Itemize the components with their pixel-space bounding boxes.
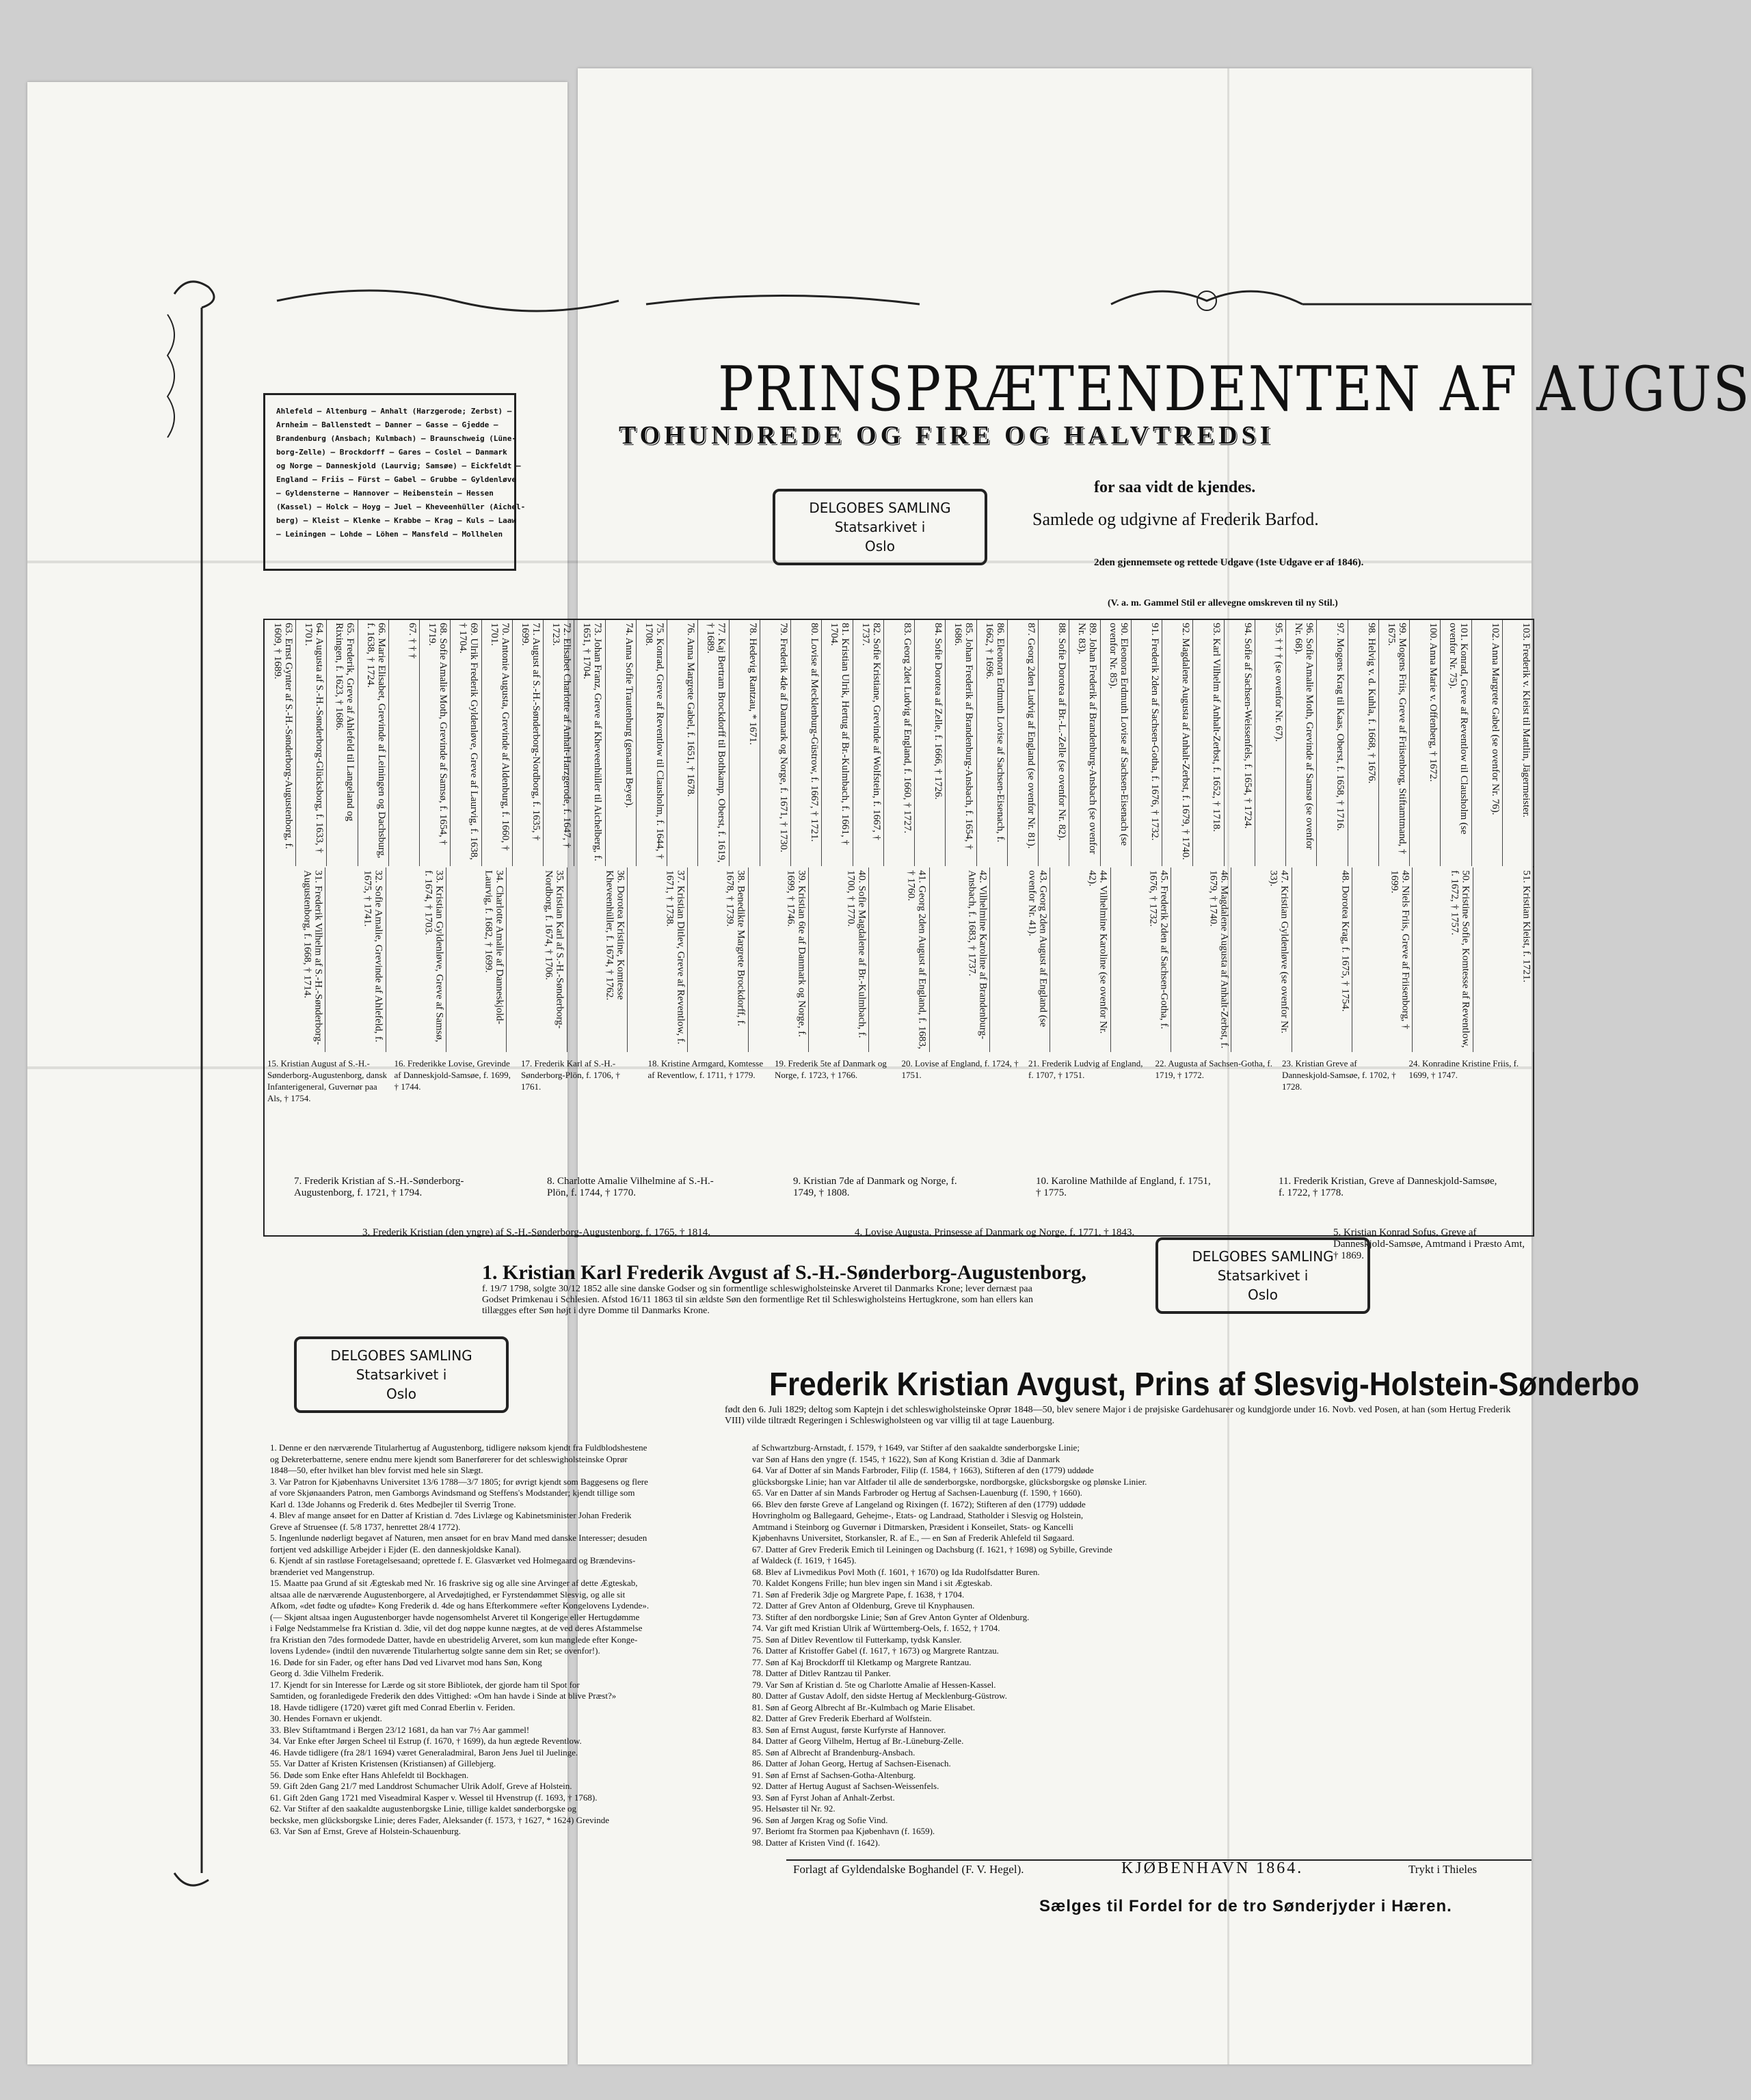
ancestor-text: 44. Vilhelmine Karoline (se ovenfor Nr. 42).	[1086, 870, 1109, 1034]
legend-line: (Kassel) — Holck — Hoyg — Juel — Kheveenhüller (Aichel-	[276, 502, 526, 511]
ancestor-entry	[1050, 867, 1110, 1052]
notes-middle-column	[752, 1442, 1238, 1848]
note-line: 75. Søn af Ditlev Reventlow til Futterkamp, tydsk Kansler.	[752, 1634, 962, 1645]
stamp-line: Oslo	[1248, 1287, 1278, 1303]
ancestor-entry	[567, 867, 628, 1052]
note-line: lovens Lydende» (indtil den nuværende Titularhertug solgte sanne dem sin Ret; se ovenfor!).	[270, 1645, 600, 1656]
ancestor-text: 37. Kristian Ditlev, Greve af Reventlow, f. 1671, † 1738.	[664, 870, 686, 1045]
note-line: 77. Søn af Kaj Brockdorff til Kletkamp og Margrete Rantzau.	[752, 1656, 972, 1667]
ancestor-entry	[326, 620, 358, 866]
page-subtitle: TOHUNDREDE OG FIRE OG HALVTREDSI	[619, 421, 1274, 450]
ancestor-text: 94. Sofie af Sachsen-Weissenfels, f. 1654, † 1724.	[1242, 623, 1253, 829]
generation1-entry: 5. Kristian Konrad Sofus, Greve af Danneskjold-Samsøe, Amtmand i Præsto Amt, † 1869.	[1333, 1227, 1525, 1261]
ancestor-entry	[574, 620, 605, 866]
ancestor-entry	[1316, 620, 1348, 866]
generation2-entry: 9. Kristian 7de af Danmark og Norge, f. 1749, † 1808.	[793, 1176, 957, 1198]
generation3-text: Kristine Armgard, Komtesse af Reventlow, f. 1711, † 1779.	[647, 1058, 764, 1080]
generation2-entry: 7. Frederik Kristian af S.-H.-Sønderborg-Augustenborg, f. 1721, † 1794.	[294, 1176, 464, 1198]
generation3-number: 16.	[394, 1058, 405, 1068]
note-line: 46. Havde tidligere (fra 28/1 1694) været Generaladmiral, Baron Jens Juel til Juelinge.	[270, 1747, 578, 1758]
ancestor-entry	[1378, 620, 1410, 866]
ancestor-text: 69. Ulrik Frederik Gyldenløve, Greve af Laurvig, f. 1638, † 1704.	[457, 623, 480, 860]
ancestor-entry	[1409, 620, 1441, 866]
generation3-number: 24.	[1408, 1058, 1420, 1068]
ancestor-text: 100. Anna Marie v. Offenberg, † 1672.	[1428, 623, 1439, 782]
note-line: 59. Gift 2den Gang 21/7 med Landdrost Schumacher Ulrik Adolf, Greve af Holstein.	[270, 1781, 572, 1791]
note-line: 34. Var Enke efter Jørgen Scheel til Estrup (f. 1670, † 1699), da hun ægtede Reventlow.	[270, 1736, 582, 1746]
ancestor-text: 48. Dorotea Krag, f. 1675, † 1754.	[1339, 870, 1350, 1012]
generation3-text: Frederik 5te af Danmark og Norge, f. 1723, † 1766.	[775, 1058, 887, 1080]
ancestor-entry	[446, 867, 507, 1052]
legend-box	[263, 393, 526, 571]
ancestor-entry	[760, 620, 791, 866]
note-line: af Schwartzburg-Arnstadt, f. 1579, † 1649, var Stifter af den saakaldte sønderborgske Linie;	[752, 1442, 1080, 1453]
note-line: 5. Ingenlunde nøderligt begavet af Naturen, men ansøet for en brav Mand med danske Interesser; desuden	[270, 1533, 647, 1543]
note-line: fra Kristian den 7des formodede Datter, havde en ubestridelig Arveret, som kun manglede efter Konge-	[270, 1634, 638, 1645]
publisher-line: Forlagt af Gyldendalske Boghandel (F. V. Hegel).	[793, 1863, 1024, 1876]
note-line: Karl d. 13de Johanns og Frederik d. 6tes Medbejler til Sverrig Trone.	[270, 1498, 516, 1509]
ancestor-entry	[1110, 867, 1171, 1052]
ancestor-entry	[808, 867, 869, 1052]
ancestor-entry	[667, 620, 698, 866]
ancestor-text: 82. Sofie Kristiane, Grevinde af Wolfstein, f. 1667, † 1737.	[859, 623, 882, 841]
generation3-entry	[775, 1058, 895, 1081]
ancestor-entry	[1285, 620, 1317, 866]
ancestor-entry	[419, 620, 451, 866]
ancestor-entry	[1038, 620, 1069, 866]
ancestor-text: 50. Kristine Sofie, Komtesse af Reventlow, f. 1672, † 1757.	[1449, 870, 1471, 1048]
ancestor-text: 80. Lovise af Mecklenburg-Güstrow, f. 1667, † 1721.	[809, 623, 820, 842]
ancestor-text: 76. Anna Margrete Gabel, f. 1651, † 1678.	[685, 623, 697, 797]
ancestor-text: 32. Sofie Amalie, Grevinde af Ahlefeld, f. 1675, † 1741.	[362, 870, 384, 1042]
ancestor-text: 92. Magdalene Augusta af Anhalt-Zerbst, f. 1679, † 1740.	[1180, 623, 1192, 861]
generation3-entry	[521, 1058, 641, 1092]
note-line: 80. Datter af Gustav Adolf, den sidste Hertug af Mecklenburg-Güstrow.	[752, 1691, 1007, 1701]
note-line: 72. Datter af Grev Anton af Oldenburg, Greve til Knyphausen.	[752, 1600, 975, 1611]
note-line: 1848—50, efter hvilket han blev forvist med hele sin Slægt.	[270, 1465, 483, 1475]
ancestor-entry	[605, 620, 637, 866]
generation3-number: 23.	[1282, 1058, 1294, 1068]
ancestor-text: 85. Johan Frederik af Brandenburg-Ansbach, f. 1654, † 1686.	[952, 623, 975, 850]
ancestor-entry	[388, 620, 420, 866]
ancestor-text: 35. Kristian Karl af S.-H.-Sønderborg-Nordborg, f. 1674, † 1706.	[543, 870, 565, 1029]
generation3-number: 18.	[647, 1058, 659, 1068]
note-line: altsaa alle de nærværende Augustenborgere, al Arvedøjtighed, er Fyrstendømmet Slesvig, og alle sit	[270, 1589, 626, 1600]
note-line: (V. a. m. Gammel Stil er allevegne omskreven til ny Stil.)	[1108, 598, 1338, 608]
generation3-entry	[1155, 1058, 1276, 1081]
note-line: 83. Søn af Ernst August, første Kurfyrste af Hannover.	[752, 1724, 946, 1735]
generation3-entry	[902, 1058, 1022, 1081]
generation3-number: 21.	[1028, 1058, 1040, 1068]
ancestor-entry	[748, 867, 809, 1052]
note-line: Afkom, «det fødte og ufødte» Kong Frederik d. 4de og hans Efterkommere «efter Kongelovens Lydende».	[270, 1600, 650, 1611]
ancestor-text: 31. Frederik Vilhelm af S.-H.-Sønderborg-Augustenborg, f. 1668, † 1714.	[302, 870, 324, 1045]
note-line: glücksborgske Linie; han var Altfader til alle de sønderborgske, nordborgske, glücksborgske og plønske Linier.	[752, 1476, 1147, 1487]
note-line: 86. Datter af Johan Georg, Hertug af Sachsen-Eisenach.	[752, 1758, 951, 1768]
person-1-detail: f. 19/7 1798, solgte 30/12 1852 alle sine danske Godser og sin formentlige schleswigholsteinske Arveret til Danmarks Krone; lever dernæst paa Godset Primkenau i Schlesien. Afstod 16/11 1863 til sin ældste Søn den formentlige Ret til Schleswigholsteins Hertugkrone, som han ellers kan tillægges efter Søn højt i dyre Domme til Danmarks Krone.	[482, 1284, 1033, 1316]
notes-left-column	[270, 1442, 749, 1838]
ancestor-entry	[265, 867, 325, 1052]
generation3-text: Frederikke Lovise, Grevinde af Danneskjold-Samsøe, f. 1699, † 1744.	[394, 1058, 511, 1092]
ancestor-text: 43. Georg 2den August af England (se ovenfor Nr. 41).	[1026, 870, 1049, 1027]
ancestor-text: 97. Mogens Krag til Kaas, Oberst, f. 1658, † 1716.	[1335, 623, 1346, 831]
ancestor-entry	[506, 867, 567, 1052]
generation3-text: Kristian Greve af Danneskjold-Samsøe, f. 1702, † 1728.	[1282, 1058, 1396, 1092]
note-line: 76. Datter af Kristoffer Gabel (f. 1617, † 1673) og Margrete Rantzau.	[752, 1645, 999, 1656]
ancestor-text: 33. Kristian Gyldenløve, Greve af Samsø, f. 1674, † 1703.	[422, 870, 444, 1042]
ancestor-text: 75. Konrad, Greve af Reventlow til Clausholm, f. 1644, † 1708.	[643, 623, 666, 859]
ancestor-text: 66. Marie Elisabet, Grevinde af Leiningen og Dachsburg, f. 1638, † 1724.	[364, 623, 387, 859]
ancestor-text: 38. Benedikte Margrete Brockdorff, f. 1678, † 1739.	[724, 870, 747, 1027]
ancestor-entry	[1192, 620, 1224, 866]
ancestor-text: 79. Frederik 4de af Danmark og Norge, f. 1671, † 1730.	[778, 623, 790, 852]
note-line: 33. Blev Stiftamtmand i Bergen 23/12 1681, da han var 7½ Aar gammel!	[270, 1724, 530, 1735]
ancestor-text: 103. Frederik v. Kleist til Mattlin, Jägermeister.	[1520, 623, 1532, 818]
ancestor-entry	[1412, 867, 1473, 1052]
note-line: fortjent ved adskillige Arbejder i Ejder (E. den danneskjoldske Kanal).	[270, 1544, 522, 1554]
subtitle-line: for saa vidt de kjendes.	[1094, 479, 1256, 496]
note-line: 70. Kaldet Kongens Frille; hun blev ingen sin Mand i sit Ægteskab.	[752, 1578, 993, 1588]
ancestor-entry	[1440, 620, 1471, 866]
ancestor-text: 47. Kristian Gyldenløve (se ovenfor Nr. 33).	[1268, 870, 1290, 1034]
note-line: (— Skjønt altsaa ingen Augustenborger havde nogensomhelst Arveret til Kongerige eller Hertugdømme	[270, 1611, 640, 1622]
note-line: 71. Søn af Frederik 3dje og Margrete Pape, f. 1638, † 1704.	[752, 1589, 965, 1600]
note-line: Kjøbenhavns Universitet, Storkansler, R. af E., — en Søn af Frederik Ahlefeld til Søgaard.	[752, 1533, 1075, 1543]
ancestor-text: 96. Sofie Amalie Moth, Grevinde af Samsø (se ovenfor Nr. 68).	[1293, 623, 1315, 850]
frederik-detail: født den 6. Juli 1829; deltog som Kaptejn i det schleswigholsteinske Oprør 1848—50, blev senere Major i de prøjsiske Gardehusarer og kundgjorde under 16. Novb. ved Posen, at han (som Hertug Frederik VIII) vilde tiltrædt Regeringen i Schleswigholsteen og var villig til at tage Lauenburg.	[725, 1405, 1511, 1426]
stamp-line: DELGOBES SAMLING	[1192, 1248, 1334, 1265]
ancestor-entry	[1100, 620, 1132, 866]
note-line: 30. Hendes Fornavn er ukjendt.	[270, 1713, 382, 1723]
ancestor-entry	[543, 620, 574, 866]
note-line: 81. Søn af Georg Albrecht af Br.-Kulmbach og Marie Elisabet.	[752, 1701, 976, 1712]
note-line: 1. Denne er den nærværende Titularhertug af Augustenborg, tidligere nøksom kjendt fra Fuldblodshestene	[270, 1442, 647, 1453]
note-line: 97. Beriomt fra Stormen paa Kjøbenhavn (f. 1659).	[752, 1826, 935, 1836]
generation3-number: 15.	[267, 1058, 279, 1068]
note-line: 64. Var af Dotter af sin Mands Farbroder, Filip (f. 1584, † 1663), Stifteren af den (1779) uddøde	[752, 1465, 1094, 1475]
ancestor-entry	[729, 620, 760, 866]
note-line: 16. Døde for sin Fader, og efter hans Død ved Livarvet mod hans Søn, Kong	[270, 1656, 542, 1667]
ancestor-text: 90. Eleonora Erdmuth Lovise af Sachsen-Eisenach (se ovenfor Nr. 85).	[1107, 623, 1130, 846]
stamp-line: Statsarkivet i	[356, 1367, 447, 1383]
note-line: Georg d. 3die Vilhelm Frederik.	[270, 1668, 384, 1678]
ancestor-text: 70. Antonie Augusta, Grevinde af Aldenburg, f. 1660, † 1701.	[488, 623, 511, 851]
ancestor-text: 67. † † †	[407, 623, 418, 659]
ancestor-text: 98. Helvig v. d. Kuhla, f. 1668, † 1676.	[1365, 623, 1377, 784]
note-line: 56. Døde som Enke efter Hans Ahlefeldt til Bockhagen.	[270, 1769, 469, 1780]
note-line: Amtmand i Steinborg og Guvernør i Ditmarsken, Præsident i Konseilet, Stats- og Kancelli	[752, 1521, 1073, 1532]
ancestor-entry	[1069, 620, 1100, 866]
note-line: 65. Var en Datter af sin Mands Farbroder og Hertug af Sachsen-Lauenburg (f. 1590, † 1660).	[752, 1488, 1082, 1498]
generation3-text: Kristian August af S.-H.-Sønderborg-Augustenborg, dansk Infanterigeneral, Guvernør paa Als, † 1754.	[267, 1058, 388, 1103]
ancestor-text: 89. Johan Frederik af Brandenburg-Ansbach (se ovenfor Nr. 83).	[1076, 623, 1099, 854]
generation3-number: 20.	[901, 1058, 913, 1068]
ancestor-text: 49. Niels Friis, Greve af Friisenborg, † 1699.	[1389, 870, 1411, 1029]
ancestor-text: 46. Magdalene Augusta af Anhalt-Zerbst, f. 1679, † 1740.	[1207, 870, 1230, 1049]
ancestor-text: 72. Elisabet Charlotte af Anhalt-Harzgerode, f. 1647, † 1723.	[550, 623, 573, 848]
legend-line: Brandenburg (Ansbach; Kulmbach) — Braunschweig (Lüne-	[276, 434, 516, 443]
edition-line: 2den gjennemsete og rettede Udgave (1ste Udgave er af 1846).	[1094, 557, 1364, 568]
generation3-text: Frederik Ludvig af England, f. 1707, † 1751.	[1028, 1058, 1143, 1080]
note-line: i Følge Nedstammelse fra Kristian d. 3die, vil det dog nøppe kunne nægtes, at de ved deres Afstammelse	[270, 1623, 643, 1633]
note-line: 92. Datter af Hertug August af Sachsen-Weissenfels.	[752, 1781, 939, 1791]
ancestor-text: 71. August af S.-H.-Sønderborg-Nordborg, f. 1635, † 1699.	[520, 623, 542, 841]
note-line: 96. Søn af Jørgen Krag og Sofie Vind.	[752, 1814, 888, 1825]
note-line: 79. Var Søn af Kristian d. 5te og Charlotte Amalie af Hessen-Kassel.	[752, 1679, 996, 1690]
ancestor-text: 99. Mogens Friis, Greve af Friisenborg, Stiftamtmand, † 1675.	[1386, 623, 1408, 854]
printer-line: Trykt i Thieles	[1408, 1863, 1478, 1876]
note-line: Samtiden, og foranledigede Frederik den ddes Vittighed: «Om han havde i Sinde at blive Præst?»	[270, 1691, 617, 1701]
note-line: 4. Blev af mange ansøet for en Datter af Kristian d. 7des Livlæge og Kabinetsminister Johan Frederik	[270, 1510, 632, 1520]
stamp-line: Oslo	[865, 538, 895, 554]
city-line: KJØBENHAVN 1864.	[1121, 1859, 1304, 1877]
ancestor-text: 36. Dorotea Kristine, Komtesse Kheveenhüller, f. 1674, † 1762.	[603, 870, 626, 1001]
archive-stamp	[773, 489, 987, 565]
ancestor-text: 83. Georg 2det Ludvig af England, f. 1660, † 1727.	[902, 623, 913, 834]
note-line: 82. Datter af Grev Frederik Eberhard af Wolfstein.	[752, 1713, 932, 1723]
note-line: 74. Var gift med Kristian Ulrik af Württemberg-Oels, f. 1652, † 1704.	[752, 1623, 1000, 1633]
generation3-entry	[648, 1058, 768, 1081]
note-line: 15. Maatte paa Grund af sit Ægteskab med Nr. 16 fraskrive sig og alle sine Arvinger af dette Ægteskab,	[270, 1578, 638, 1588]
note-line: 62. Var Stifter af den saakaldte augustenborgske Linie, tillige kaldet sønderborgske og	[270, 1803, 577, 1814]
note-line: 6. Kjendt af sin rastløse Foretagelsesaand; oprettede f. E. Glasværket ved Holmegaard og Brændevins-	[270, 1555, 636, 1565]
note-line: 18. Havde tidligere (1720) været gift med Conrad Eberlin v. Feriden.	[270, 1701, 516, 1712]
note-line: af vore Skjønaanders Patron, men Gamborgs Avindsmand og Steffens's Modstander; kjendt tillige som	[270, 1488, 635, 1498]
note-line: var Søn af Hans den yngre (f. 1545, † 1622), Søn af Kong Kristian d. 3die af Danmark	[752, 1453, 1060, 1464]
archive-stamp	[1155, 1237, 1370, 1314]
ancestor-entry	[1171, 867, 1231, 1052]
ancestor-entry	[868, 867, 929, 1052]
legend-line: England — Friis — Fürst — Gabel — Grubbe — Gyldenløve	[276, 475, 516, 484]
ancestor-entry	[945, 620, 976, 866]
note-line: brænderiet ved Mangenstrup.	[270, 1566, 375, 1577]
ancestor-entry	[325, 867, 386, 1052]
ancestor-text: 65. Frederik, Greve af Ahlefeld til Langeland og Rixingen, f. 1623, † 1686.	[334, 623, 356, 822]
stamp-line: DELGOBES SAMLING	[809, 500, 951, 516]
author-line: Samlede og udgivne af Frederik Barfod.	[1032, 509, 1319, 529]
generation1-entry: 4. Lovise Augusta, Prinsesse af Danmark og Norge, f. 1771, † 1843.	[855, 1227, 1135, 1238]
ancestor-text: 81. Kristian Ulrik, Hertug af Br.-Kulmbach, f. 1661, † 1704.	[829, 623, 851, 845]
ancestor-entry	[481, 620, 513, 866]
generation3-entry	[1028, 1058, 1149, 1081]
note-line: 98. Datter af Kristen Vind (f. 1642).	[752, 1837, 881, 1848]
note-line: 84. Datter af Georg Vilhelm, Hertug af Br.-Lüneburg-Zelle.	[752, 1736, 964, 1746]
ancestor-text: 86. Eleonora Erdmuth Lovise af Sachsen-Eisenach, f. 1662, † 1696.	[983, 623, 1006, 843]
generation3-text: Frederik Karl af S.-H.-Sønderborg-Plön, f. 1706, † 1761.	[521, 1058, 620, 1092]
stamp-line: Statsarkivet i	[834, 519, 926, 535]
generation3-entry	[1409, 1058, 1529, 1081]
generation3-number: 19.	[775, 1058, 786, 1068]
ancestor-entry	[1224, 620, 1255, 866]
ancestor-entry	[1473, 867, 1534, 1052]
ancestor-text: 95. † † † (se ovenfor Nr. 67).	[1273, 623, 1285, 742]
ancestor-entry	[1502, 620, 1534, 866]
ancestor-entry	[914, 620, 946, 866]
stamp-line: Statsarkivet i	[1217, 1267, 1309, 1284]
ancestor-text: 73. Johan Franz, Greve af Kheveenhüller til Aichelberg, f. 1651, † 1704.	[581, 623, 604, 861]
ancestor-entry	[450, 620, 481, 866]
ancestor-entry	[790, 620, 822, 866]
note-line: Hovringholm og Ballegaard, Gehejme-, Etats- og Landraad, Statholder i Slesvig og Holstein,	[752, 1510, 1084, 1520]
legend-line: Ahlefeld — Altenburg — Anhalt (Harzgerode; Zerbst) —	[276, 407, 512, 416]
generation3-entry	[1282, 1058, 1402, 1092]
note-line: 91. Søn af Ernst af Sachsen-Gotha-Altenburg.	[752, 1769, 916, 1780]
note-line: 68. Blev af Livmedikus Povl Moth (f. 1601, † 1670) og Ida Rudolfsdatter Buren.	[752, 1566, 1040, 1577]
ancestor-text: 41. Georg 2den August af England, f. 1683, † 1760.	[905, 870, 928, 1049]
note-line: 66. Blev den første Greve af Langeland og Rixingen (f. 1672); Stifteren af den (1779) uddøde	[752, 1498, 1086, 1509]
ancestor-entry	[976, 620, 1008, 866]
ancestor-entry	[1255, 620, 1286, 866]
ancestor-entry	[295, 620, 327, 866]
note-line: 73. Stifter af den nordborgske Linie; Søn af Grev Anton Gynter af Oldenburg.	[752, 1611, 1030, 1622]
ancestor-entry	[627, 867, 688, 1052]
legend-line: — Gyldensterne — Hannover — Heibenstein — Hessen	[276, 489, 494, 498]
ancestor-entry	[883, 620, 915, 866]
legend-line: Arnheim — Ballenstedt — Danner — Gasse — Gjedde —	[276, 420, 498, 429]
ancestor-entry	[386, 867, 446, 1052]
note-line: 67. Datter af Grev Frederik Emich til Leiningen og Dachsburg (f. 1621, † 1698) og Sybille, Grevinde	[752, 1544, 1112, 1554]
person-1-name: 1. Kristian Karl Frederik Avgust af S.-H.-Sønderborg-Augustenborg,	[482, 1261, 1086, 1284]
ancestor-text: 68. Sofie Amalie Moth, Grevinde af Samsø, f. 1654, † 1719.	[427, 623, 449, 845]
ancestor-text: 64. Augusta af S.-H.-Sønderborg-Glücksborg, f. 1633, † 1701.	[303, 623, 325, 853]
generation2-entry: 11. Frederik Kristian, Greve af Danneskjold-Samsøe, f. 1722, † 1778.	[1279, 1176, 1497, 1198]
ancestor-text: 101. Konrad, Greve af Reventlow til Clausholm (se ovenfor Nr. 75).	[1447, 623, 1470, 835]
generation3-number: 22.	[1155, 1058, 1166, 1068]
note-line: 17. Kjendt for sin Interesse for Lærde og sit store Bibliotek, der gjorde ham til Spot for	[270, 1679, 580, 1690]
note-line: 78. Datter af Ditlev Rantzau til Panker.	[752, 1668, 891, 1678]
legend-line: borg-Zelle) — Brockdorff — Gares — Coslel — Danmark	[276, 448, 507, 457]
ancestor-entry	[853, 620, 884, 866]
ancestor-entry	[821, 620, 853, 866]
ancestor-entry	[687, 867, 748, 1052]
generation3-entry	[395, 1058, 515, 1092]
legend-line: og Norge — Danneskjold (Laurvig; Samsøe) — Eickfeldt —	[276, 461, 521, 470]
ancestor-entry	[989, 867, 1050, 1052]
ancestor-text: 77. Kaj Bertram Brockdorff til Bothkamp, Oberst, f. 1619, † 1689.	[705, 623, 727, 863]
sale-line: Sælges til Fordel for de tro Sønderjyder i Hæren.	[1039, 1897, 1452, 1915]
generation1-entry: 3. Frederik Kristian (den yngre) af S.-H.-Sønderborg-Augustenborg, f. 1765, † 1814.	[362, 1227, 710, 1238]
note-line: 85. Søn af Albrecht af Brandenburg-Ansbach.	[752, 1747, 915, 1758]
ancestor-text: 51. Kristian Kleist, f. 1721.	[1520, 870, 1532, 983]
legend-line: berg) — Kleist — Klenke — Krabbe — Krag — Kuls — Laaw	[276, 516, 516, 525]
generation3-number: 17.	[521, 1058, 533, 1068]
note-line: 93. Søn af Fyrst Johan af Anhalt-Zerbst.	[752, 1792, 895, 1803]
generation3-text: Konradine Kristine Friis, f. 1699, † 1747.	[1408, 1058, 1519, 1080]
ancestor-entry	[512, 620, 544, 866]
ancestor-entry	[1292, 867, 1352, 1052]
ancestor-text: 40. Sofie Magdalene af Br.-Kulmbach, f. 1700, † 1770.	[845, 870, 868, 1038]
ancestor-entry	[636, 620, 667, 866]
ancestor-entry	[1352, 867, 1413, 1052]
note-line: 3. Var Patron for Kjøbenhavns Universitet 13/6 1788—3/7 1805; for øvrigt kjendt som Baggesens og flere	[270, 1476, 648, 1487]
ancestor-text: 93. Karl Vilhelm af Anhalt-Zerbst, f. 1652, † 1718.	[1211, 623, 1222, 832]
ancestor-entry	[1131, 620, 1162, 866]
generation2-entry: 8. Charlotte Amalie Vilhelmine af S.-H.-Plön, f. 1744, † 1770.	[547, 1176, 714, 1198]
ancestor-text: 63. Ernst Gynter af S.-H.-Sønderborg-Augustenborg, f. 1609, † 1689.	[272, 623, 295, 850]
note-line: 63. Var Søn af Ernst, Greve af Holstein-Schauenburg.	[270, 1826, 461, 1836]
ancestor-text: 87. Georg 2den Ludvig af England (se ovenfor Nr. 81).	[1026, 623, 1037, 849]
ancestor-entry	[1162, 620, 1193, 866]
ancestor-text: 78. Hedevig Rantzau, * 1671.	[747, 623, 758, 745]
stamp-line: Oslo	[386, 1386, 416, 1402]
generation3-entry	[267, 1058, 388, 1104]
ancestor-text: 39. Kristian 6te af Danmark og Norge, f. 1699, † 1746.	[784, 870, 807, 1037]
note-line: 55. Var Datter af Kristen Kristensen (Kristiansen) af Gillebjerg.	[270, 1758, 496, 1768]
note-line: Greve af Struensee (f. 5/8 1737, henrettet 28/4 1772).	[270, 1521, 461, 1532]
ancestor-text: 45. Frederik 2den af Sachsen-Gotha, f. 1676, † 1732.	[1147, 870, 1169, 1029]
ancestor-text: 74. Anna Sofie Trautenburg (genannt Beyer).	[623, 623, 634, 808]
ancestor-entry	[358, 620, 389, 866]
ancestor-text: 102. Anna Margrete Gabel (se ovenfor Nr. 76).	[1489, 623, 1501, 816]
ancestor-text: 84. Sofie Dorotea af Zelle, f. 1666, † 1726.	[933, 623, 944, 800]
stamp-line: DELGOBES SAMLING	[330, 1347, 472, 1364]
ancestor-entry	[265, 620, 296, 866]
note-line: og Dekreterbatterne, senere endnu mere kjendt som Banerførerer for det schleswigholsteinske Oprør	[270, 1453, 628, 1464]
ancestor-entry	[697, 620, 729, 866]
ancestor-text: 34. Charlotte Amalie af Danneskjold-Laurvig, f. 1682, † 1699.	[483, 870, 505, 1025]
frederik-name: Frederik Kristian Avgust, Prins af Slesvig-Holstein-Sønderbo	[769, 1367, 1640, 1403]
ancestor-text: 91. Frederik 2den af Sachsen-Gotha, f. 1676, † 1732.	[1149, 623, 1161, 841]
generation2-entry: 10. Karoline Mathilde af England, f. 1751, † 1775.	[1036, 1176, 1211, 1198]
ancestor-entry	[1231, 867, 1292, 1052]
ancestor-entry	[1348, 620, 1379, 866]
ancestor-text: 42. Vilhelmine Karoline af Brandenburg-Ansbach, f. 1683, † 1737.	[965, 870, 988, 1040]
note-line: 95. Helsøster til Nr. 92.	[752, 1803, 836, 1814]
legend-line: — Leiningen — Lohde — Löhen — Mansfeld — Mollhelen	[276, 530, 503, 539]
note-line: 61. Gift 2den Gang 1721 med Viseadmiral Kasper v. Wessel til Hvenstrup (f. 1693, † 1768).	[270, 1792, 598, 1803]
archive-stamp	[294, 1336, 509, 1413]
ancestor-entry	[1471, 620, 1503, 866]
ancestor-entry	[1007, 620, 1039, 866]
ancestor-text: 88. Sofie Dorotea af Br.-L.-Zelle (se ovenfor Nr. 82).	[1056, 623, 1068, 841]
generation3-text: Lovise af England, f. 1724, † 1751.	[901, 1058, 1019, 1080]
note-line: beckske, men glücksborgske Linie; deres Fader, Aleksander (f. 1573, † 1627, * 1624) Grevinde	[270, 1814, 610, 1825]
note-line: af Waldeck (f. 1619, † 1645).	[752, 1555, 857, 1565]
genealogy-tree	[263, 619, 1534, 1237]
ancestor-entry	[929, 867, 990, 1052]
page-title: PRINSPRÆTENDENTEN AF AUGUS	[718, 354, 1751, 425]
generation3-text: Augusta af Sachsen-Gotha, f. 1719, † 1772.	[1155, 1058, 1273, 1080]
